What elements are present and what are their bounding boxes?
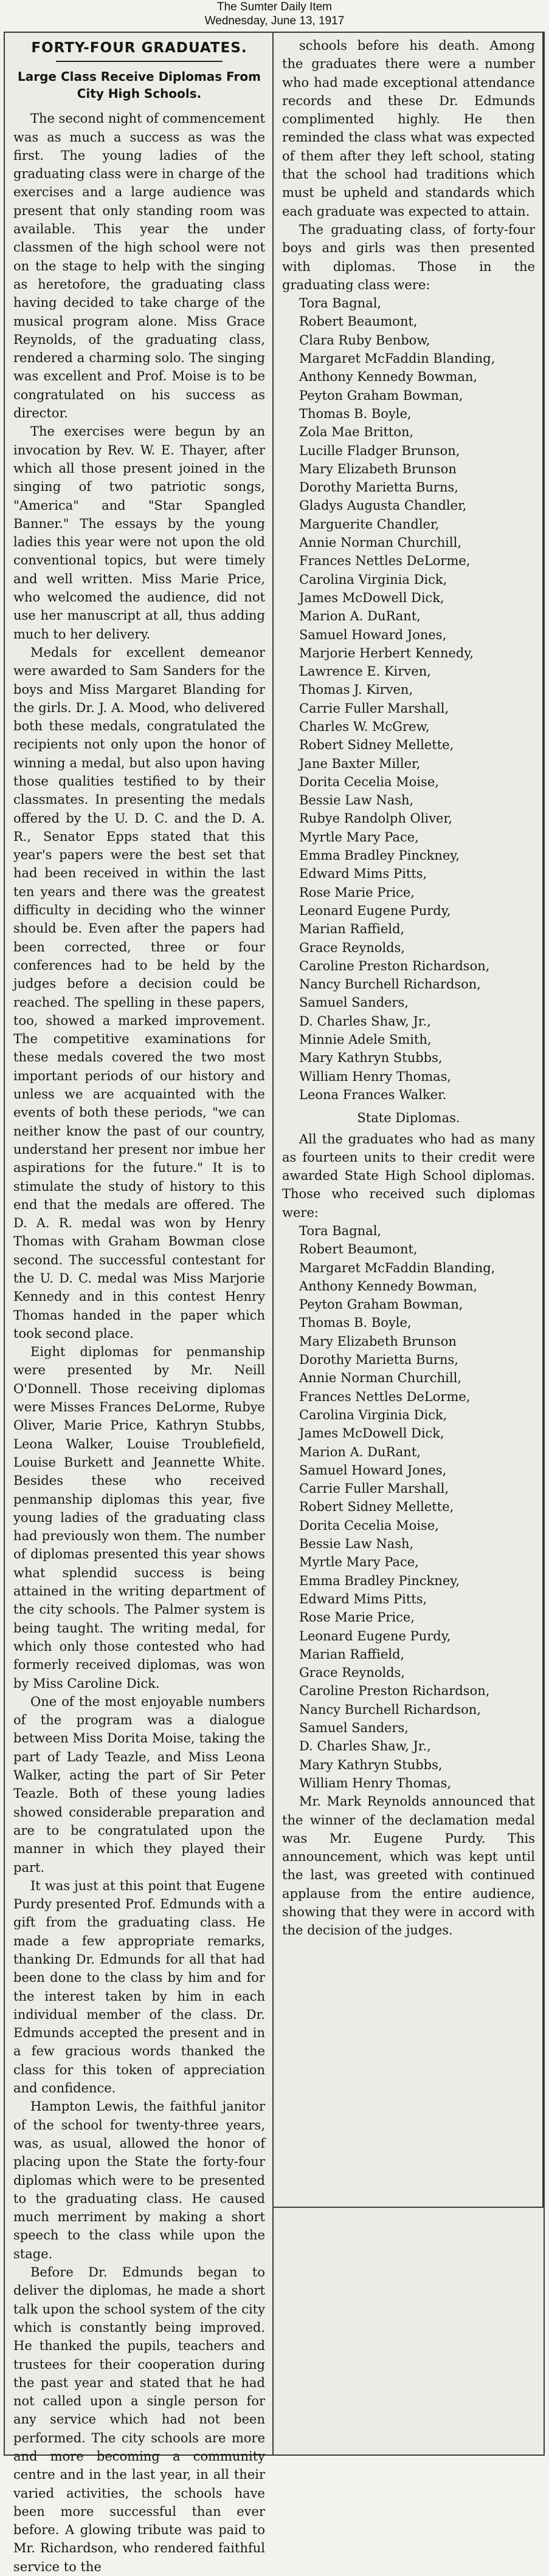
list-item: Tora Bagnal, <box>299 1224 382 1238</box>
paragraph: The graduating class, of forty-four boys and girls was then presented with diplomas. Those in the graduating class were: <box>282 222 535 292</box>
paragraph: The second night of commencement was as much a success as was the first. The young ladies of the graduating class were in charge of the exercises and a large audience was present that only standing room was available. This year the under classmen of the high school were not on the stage to help with the singing as heretofore, the graduating class having decided to take charge of the musical program alone. Miss Grace Reynolds, of the graduating class, rendered a charming solo. The singing was excellent and Prof. Moise is to be congratulated on his success as director. <box>13 111 265 421</box>
list-item: Dorothy Marietta Burns, <box>299 480 458 495</box>
list-item: Gladys Augusta Chandler, <box>299 498 467 513</box>
list-item: Peyton Graham Bowman, <box>299 388 463 403</box>
list-item: James McDowell Dick, <box>299 590 444 605</box>
list-item: Robert Beaumont, <box>299 314 418 329</box>
list-item: Samuel Howard Jones, <box>299 1462 447 1478</box>
list-item: Annie Norman Churchill, <box>299 535 461 550</box>
list-item: Leonard Eugene Purdy, <box>299 903 451 918</box>
list-item: Caroline Preston Richardson, <box>299 1684 490 1699</box>
list-item: Robert Beaumont, <box>299 1242 418 1257</box>
paragraph: Medals for excellent demeanor were awarded to Sam Sanders for the boys and Miss Margaret Blanding for the girls. Dr. J. A. Mood, who delivered both these medals, congratulated the recipients not only upon the honor of winning a medal, but also upon having those qualities testified to by their classmates. In presenting the medals offered by the U. D. C. and the D. A. R., Senator Epps stated that this year's papers were the best set that had been received in within the last ten years and there was the greatest difficulty in deciding who the winner should be. Even after the papers had been corrected, three or four conferences had to be held by the judges before a decision could be reached. The spelling in these papers, too, showed a marked improvement. The competitive examinations for these medals covered the two most important periods of our history and unless we are acquainted with the events of both these periods, "we can neither know the past of our country, understand her present nor imbue her aspirations for the future." It is to stimulate the study of history to this end that the medals are offered. The D. A. R. medal was won by Henry Thomas with Graham Bowman close second. The successful contestant for the U. D. C. medal was Miss Marjorie Kennedy and in this contest Henry Thomas handed in the paper which took second place. <box>13 645 265 1341</box>
list-item: Lucille Fladger Brunson, <box>299 443 460 458</box>
paragraph: The exercises were begun by an invocation by Rev. W. E. Thayer, after which all those present joined in the singing of two patriotic songs, "America" and "Star Spangled Banner." The essays by the young ladies this year were not upon the old conventional topics, but were timely and well written. Miss Marie Price, who welcomed the audience, did not use her manuscript at all, thus adding much to her delivery. <box>13 424 265 642</box>
list-item: Lawrence E. Kirven, <box>299 664 431 679</box>
list-item: Nancy Burchell Richardson, <box>299 977 481 992</box>
list-item: Mary Elizabeth Brunson <box>299 461 457 476</box>
list-item: Mary Elizabeth Brunson <box>299 1334 457 1349</box>
list-item: Jane Baxter Miller, <box>299 756 421 771</box>
list-item: Clara Ruby Benbow, <box>299 332 430 348</box>
list-item: William Henry Thomas, <box>299 1775 452 1790</box>
list-item: Thomas J. Kirven, <box>299 682 413 697</box>
list-item: Mary Kathryn Stubbs, <box>299 1757 443 1772</box>
column-2 <box>274 33 544 2208</box>
headline-rule <box>56 61 223 62</box>
list-item: James McDowell Dick, <box>299 1426 444 1441</box>
list-item: Margaret McFaddin Blanding, <box>299 1260 495 1275</box>
paragraph: Mr. Mark Reynolds announced that the winner of the declamation medal was Mr. Eugene Purdy. This announcement, which was kept until the last, was greeted with continued applause from the entire audience, showing that they were in accord with the decision of the judges. <box>282 1794 535 1938</box>
list-item: Frances Nettles DeLorme, <box>299 553 471 569</box>
list-item: Margaret McFaddin Blanding, <box>299 351 495 366</box>
list-item: Carrie Fuller Marshall, <box>299 1481 449 1496</box>
list-item: Bessie Law Nash, <box>299 793 414 808</box>
list-item: Caroline Preston Richardson, <box>299 958 490 973</box>
paragraph: schools before his death. Among the graduates there were a number who had made exceptional attendance records and these Dr. Edmunds complimented highly. He then reminded the class what was expected of them after they left school, stating that the school had traditions which must be upheld and standards which each graduate was expected to attain. <box>282 38 535 219</box>
list-item: Robert Sidney Mellette, <box>299 1499 454 1515</box>
deck: Large Class Receive Diplomas From City High Schools. <box>18 69 261 101</box>
list-item: Dorita Cecelia Moise, <box>299 1518 439 1533</box>
list-item: Emma Bradley Pinckney, <box>299 848 460 863</box>
paper-date: Wednesday, June 13, 1917 <box>204 15 345 27</box>
state-diploma-list <box>282 1222 535 1792</box>
list-item: Dorothy Marietta Burns, <box>299 1352 458 1368</box>
masthead <box>0 0 549 30</box>
list-item: Marian Raffield, <box>299 922 405 937</box>
list-item: Myrtle Mary Pace, <box>299 1555 419 1570</box>
list-item: Marion A. DuRant, <box>299 609 421 624</box>
graduate-list <box>282 294 535 1104</box>
list-item: Marjorie Herbert Kennedy, <box>299 645 474 660</box>
paragraph: All the graduates who had as many as fourteen units to their credit were awarded State High School diplomas. Those who received such diplomas were: <box>282 1131 535 1220</box>
list-item: William Henry Thomas, <box>299 1069 452 1084</box>
list-item: Anthony Kennedy Bowman, <box>299 369 478 385</box>
list-item: Samuel Sanders, <box>299 1721 409 1736</box>
list-item: Rubye Randolph Oliver, <box>299 811 452 826</box>
list-item: Emma Bradley Pinckney, <box>299 1573 460 1588</box>
paper-name: The Sumter Daily Item <box>217 1 332 13</box>
list-item: Leonard Eugene Purdy, <box>299 1628 451 1643</box>
state-diplomas-heading: State Diplomas. <box>357 1111 460 1126</box>
list-item: Bessie Law Nash, <box>299 1536 414 1552</box>
list-item: Nancy Burchell Richardson, <box>299 1702 481 1717</box>
list-item: Marion A. DuRant, <box>299 1444 421 1459</box>
list-item: Grace Reynolds, <box>299 1665 406 1680</box>
list-item: Frances Nettles DeLorme, <box>299 1389 471 1404</box>
list-item: Grace Reynolds, <box>299 940 406 955</box>
list-item: Minnie Adele Smith, <box>299 1032 432 1047</box>
list-item: D. Charles Shaw, Jr., <box>299 1013 431 1029</box>
list-item: Samuel Howard Jones, <box>299 627 447 642</box>
list-item: Tora Bagnal, <box>299 296 382 311</box>
paragraph: It was just at this point that Eugene Purdy presented Prof. Edmunds with a gift from the graduating class. He made a few appropriate remarks, thanking Dr. Edmunds for all that had been done to the class by him and for the interest taken by him in each individual member of the class. Dr. Edmunds accepted the present and in a few gracious words thanked the class for this token of appreciation and confidence. <box>13 1878 265 2096</box>
list-item: Leona Frances Walker. <box>299 1087 447 1102</box>
list-item: Peyton Graham Bowman, <box>299 1297 463 1312</box>
paragraph: One of the most enjoyable numbers of the program was a dialogue between Miss Dorita Moise, taking the part of Lady Teazle, and Miss Leona Walker, acting the part of Sir Peter Teazle. Both of these young ladies showed considerable preparation and are to be congratulated upon the manner in which they played their part. <box>13 1694 265 1875</box>
list-item: Robert Sidney Mellette, <box>299 738 454 753</box>
list-item: Marian Raffield, <box>299 1646 405 1662</box>
list-item: Marguerite Chandler, <box>299 516 440 532</box>
list-item: Thomas B. Boyle, <box>299 1315 412 1331</box>
list-item: Samuel Sanders, <box>299 995 409 1010</box>
list-item: Anthony Kennedy Bowman, <box>299 1278 478 1293</box>
paragraph: Before Dr. Edmunds began to deliver the diplomas, he made a short talk upon the school system of the city which is constantly being improved. He thanked the pupils, teachers and trustees for their cooperation during the past year and stated that he had not called upon a single person for any service which had not been performed. The city schools are more and more becoming a community centre and in the last year, in all their varied activities, the schools have been more successful than ever before. A glowing tribute was paid to Mr. Richardson, who rendered faithful service to the <box>13 2265 265 2574</box>
paragraph: Hampton Lewis, the faithful janitor of the school for twenty-three years, was, as usual, allowed the honor of placing upon the State the forty-four diplomas which were to be presented to the graduating class. He caused much merriment by making a short speech to the class while upon the stage. <box>13 2099 265 2261</box>
list-item: D. Charles Shaw, Jr., <box>299 1739 431 1754</box>
clipping <box>4 32 545 2574</box>
list-item: Carolina Virginia Dick, <box>299 572 447 587</box>
list-item: Charles W. McGrew, <box>299 719 430 734</box>
list-item: Rose Marie Price, <box>299 1610 415 1625</box>
list-item: Myrtle Mary Pace, <box>299 829 419 844</box>
column-1 <box>5 33 274 2574</box>
list-item: Carrie Fuller Marshall, <box>299 701 449 716</box>
list-item: Zola Mae Britton, <box>299 425 414 440</box>
list-item: Rose Marie Price, <box>299 885 415 900</box>
list-item: Edward Mims Pitts, <box>299 866 427 882</box>
list-item: Mary Kathryn Stubbs, <box>299 1050 443 1066</box>
list-item: Carolina Virginia Dick, <box>299 1407 447 1422</box>
list-item: Edward Mims Pitts, <box>299 1591 427 1606</box>
paragraph: Eight diplomas for penmanship were presented by Mr. Neill O'Donnell. Those receiving diplomas were Misses Frances DeLorme, Rubye Oliver, Marie Price, Kathryn Stubbs, Leona Walker, Louise Troublefield, Louise Burkett and Jeannette White. Besides these who received penmanship diplomas this year, five young ladies of the graduating class had previously won them. The number of diplomas presented this year shows what splendid success is being attained in the writing department of the city schools. The Palmer system is being taught. The writing medal, for which only those contested who had formerly received diplomas, was won by Miss Caroline Dick. <box>13 1345 265 1691</box>
headline: FORTY-FOUR GRADUATES. <box>31 40 247 56</box>
list-item: Thomas B. Boyle, <box>299 406 412 421</box>
list-item: Dorita Cecelia Moise, <box>299 774 439 789</box>
list-item: Annie Norman Churchill, <box>299 1371 461 1386</box>
